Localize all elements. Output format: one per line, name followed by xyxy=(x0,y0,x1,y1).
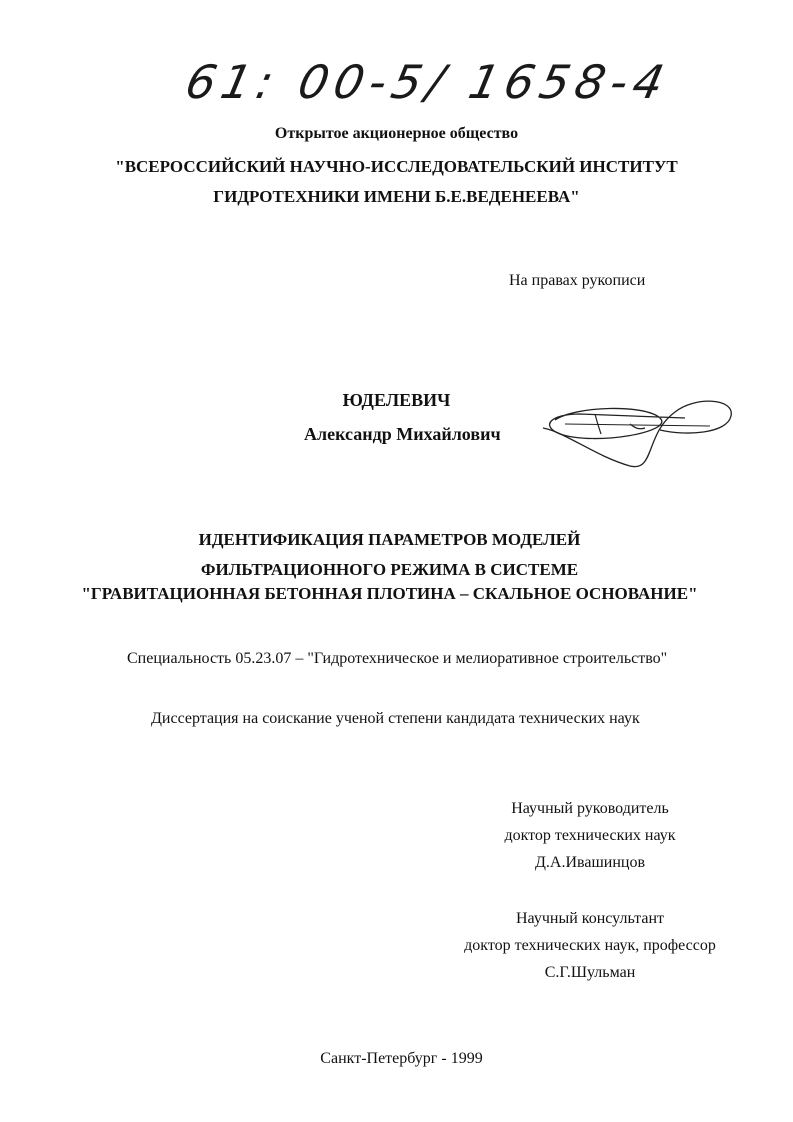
institute-name-line1: "ВСЕРОССИЙСКИЙ НАУЧНО-ИССЛЕДОВАТЕЛЬСКИЙ ИНСТИТУТ xyxy=(115,157,678,176)
supervisor-degree: доктор технических наук xyxy=(504,827,676,844)
supervisor-role: Научный руководитель xyxy=(511,800,669,817)
organization-type: Открытое акционерное общество xyxy=(274,125,519,142)
institute-name-line2: ГИДРОТЕХНИКИ ИМЕНИ Б.Е.ВЕДЕНЕЕВА" xyxy=(213,187,580,206)
thesis-title-line2: ФИЛЬТРАЦИОННОГО РЕЖИМА В СИСТЕМЕ xyxy=(200,560,579,579)
author-surname: ЮДЕЛЕВИЧ xyxy=(342,390,451,410)
dissertation-degree-line: Диссертация на соискание ученой степени кандидата технических наук xyxy=(151,710,640,727)
handwritten-archive-number: 61: 00-5/ 1658-4 xyxy=(180,55,675,109)
author-signature xyxy=(535,384,740,474)
specialty-line: Специальность 05.23.07 – "Гидротехническое и мелиоративное строительство" xyxy=(127,650,668,667)
city-year: Санкт-Петербург - 1999 xyxy=(320,1050,483,1067)
consultant-role: Научный консультант xyxy=(516,910,664,927)
supervisor-name: Д.А.Ивашинцов xyxy=(534,854,646,871)
thesis-title-line1: ИДЕНТИФИКАЦИЯ ПАРАМЕТРОВ МОДЕЛЕЙ xyxy=(198,530,581,549)
consultant-degree: доктор технических наук, профессор xyxy=(464,937,716,954)
author-given-names: Александр Михайлович xyxy=(304,424,501,444)
thesis-title-line3: "ГРАВИТАЦИОННАЯ БЕТОННАЯ ПЛОТИНА – СКАЛЬНОЕ ОСНОВАНИЕ" xyxy=(81,584,698,603)
consultant-name: С.Г.Шульман xyxy=(544,964,636,981)
rights-note: На правах рукописи xyxy=(509,272,646,289)
